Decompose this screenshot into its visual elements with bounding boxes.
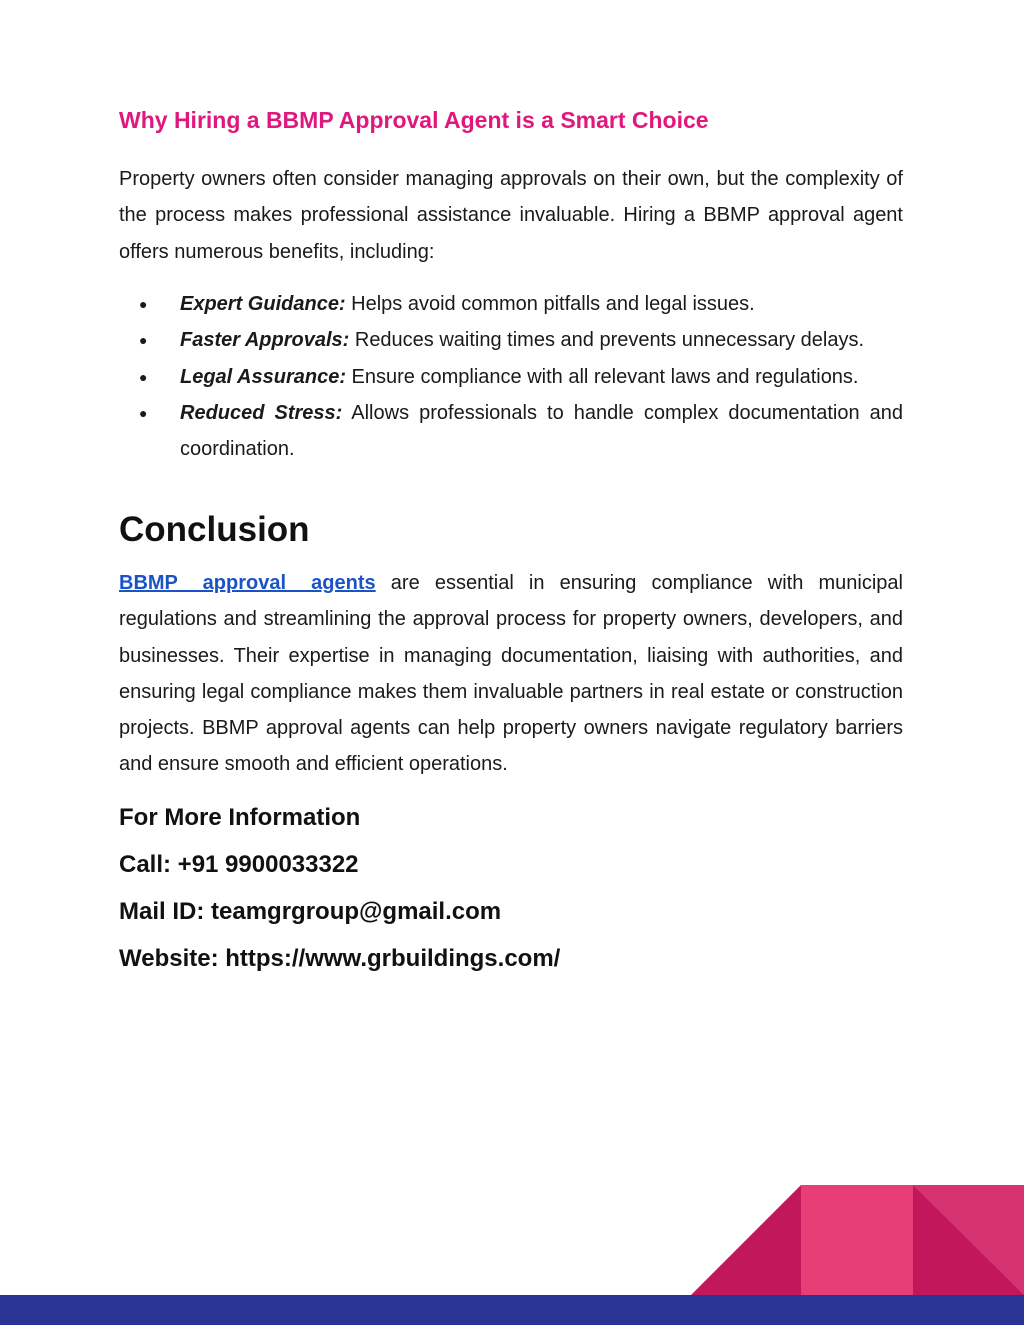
bullet-text: Helps avoid common pitfalls and legal issues. xyxy=(345,293,755,315)
section-heading: Why Hiring a BBMP Approval Agent is a Smart Choice xyxy=(119,107,709,133)
conclusion-paragraph xyxy=(119,565,903,783)
contact-mail: Mail ID: teamgrgroup@gmail.com xyxy=(119,898,502,925)
footer-bar xyxy=(0,1295,1024,1325)
deco-fold-triangle xyxy=(913,1185,1024,1295)
contact-call: Call: +91 9900033322 xyxy=(119,851,359,878)
intro-paragraph: Property owners often consider managing approvals on their own, but the complexity of the process makes professional assistance invaluable. Hiring a BBMP approval agent offers numerous benefits, including: xyxy=(119,168,903,263)
bullet-text: Allows professionals to handle complex documentation and coordination. xyxy=(180,401,903,461)
bullet-icon: ● xyxy=(139,332,148,349)
bullet-text: Reduces waiting times and prevents unnecessary delays. xyxy=(349,329,865,352)
deco-triangle-crimson xyxy=(691,1185,801,1295)
deco-shade-triangle xyxy=(913,1185,1024,1295)
list-item xyxy=(119,322,903,358)
bullet-icon: ● xyxy=(139,404,148,421)
bullet-icon: ● xyxy=(139,368,148,385)
list-item xyxy=(119,359,903,395)
list-item xyxy=(119,286,903,322)
bullet-title: Expert Guidance: xyxy=(180,293,346,315)
contact-website: Website: https://www.grbuildings.com/ xyxy=(119,945,561,972)
conclusion-text: are essential in ensuring compliance with municipal regulations and streamlining the approval process for property owners, developers, and businesses. Their expertise in managing documentation, liaising with authorities, and ensuring legal compliance makes them invaluable partners in real estate or construction projects. BBMP approval agents can help property owners navigate regulatory barriers and ensure smooth and efficient operations. xyxy=(119,572,903,776)
contact-heading: For More Information xyxy=(119,804,361,831)
bullet-title: Faster Approvals: xyxy=(180,329,350,352)
bullet-icon: ● xyxy=(139,296,148,312)
benefits-list xyxy=(119,286,903,467)
bbmp-agents-link[interactable]: BBMP approval agents xyxy=(119,572,376,594)
bullet-title: Legal Assurance: xyxy=(180,365,346,388)
conclusion-title: Conclusion xyxy=(119,510,310,549)
deco-pink-block xyxy=(801,1185,1024,1295)
bullet-title: Reduced Stress: xyxy=(180,401,343,424)
list-item xyxy=(119,395,903,468)
bullet-text: Ensure compliance with all relevant laws and regulations. xyxy=(346,365,859,388)
